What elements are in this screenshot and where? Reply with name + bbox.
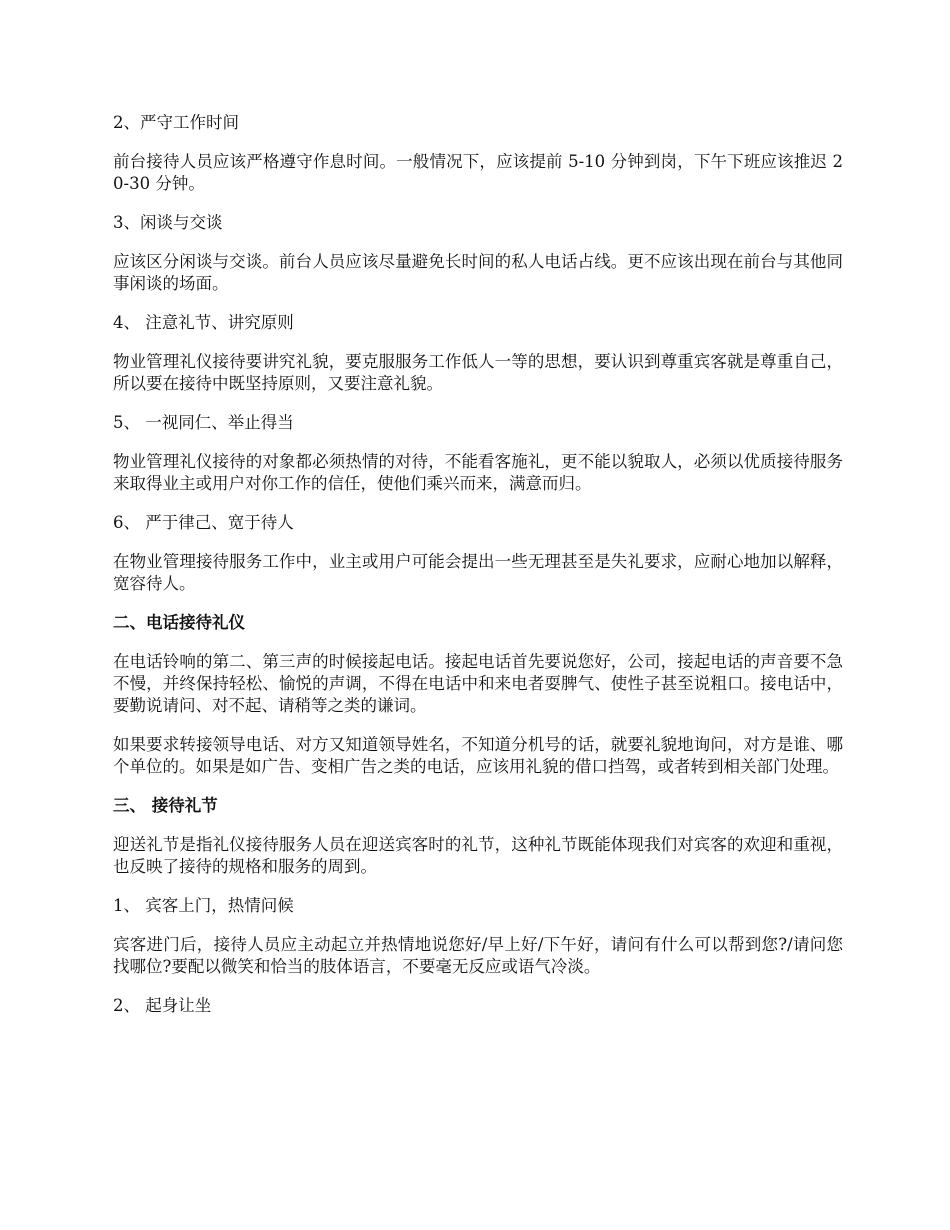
paragraph-warm-greeting: 宾客进门后，接待人员应主动起立并热情地说您好/早上好/下午好，请问有什么可以帮到您?/请问您找哪位?要配以微笑和恰当的肢体语言，不要毫无反应或语气冷淡。 (113, 935, 843, 976)
document-body (113, 112, 843, 1034)
section-heading-phone-etiquette: 二、电话接待礼仪 (113, 613, 245, 632)
subheading-self-discipline: 6、 严于律己、宽于待人 (113, 513, 294, 532)
paragraph-self-discipline: 在物业管理接待服务工作中，业主或用户可能会提出一些无理甚至是失礼要求，应耐心地加以解释，宽容待人。 (113, 552, 843, 593)
section-heading-reception-etiquette: 三、 接待礼节 (113, 796, 218, 815)
subheading-warm-greeting: 1、 宾客上门，热情问候 (113, 896, 294, 915)
subheading-work-hours: 2、严守工作时间 (113, 113, 239, 132)
paragraph-chatting: 应该区分闲谈与交谈。前台人员应该尽量避免长时间的私人电话占线。更不应该出现在前台与其他同事闲谈的场面。 (113, 252, 843, 293)
paragraph-equal-treatment: 物业管理礼仪接待的对象都必须热情的对待，不能看客施礼，更不能以貌取人，必须以优质接待服务来取得业主或用户对你工作的信任，使他们乘兴而来，满意而归。 (113, 452, 843, 493)
paragraph-answering-phone: 在电话铃响的第二、第三声的时候接起电话。接起电话首先要说您好，公司，接起电话的声音要不急不慢，并终保持轻松、愉悦的声调，不得在电话中和来电者耍脾气、使性子甚至说粗口。接电话中，要勤说请问、对不起、请稍等之类的谦词。 (113, 652, 843, 715)
paragraph-etiquette-principles: 物业管理礼仪接待要讲究礼貌，要克服服务工作低人一等的思想，要认识到尊重宾客就是尊重自己，所以要在接待中既坚持原则，又要注意礼貌。 (113, 352, 843, 393)
subheading-equal-treatment: 5、 一视同仁、举止得当 (113, 413, 294, 432)
subheading-etiquette-principles: 4、 注意礼节、讲究原则 (113, 313, 294, 332)
subheading-chatting: 3、闲谈与交谈 (113, 213, 223, 232)
subheading-offer-seat: 2、 起身让坐 (113, 996, 212, 1015)
paragraph-transfer-calls: 如果要求转接领导电话、对方又知道领导姓名，不知道分机号的话，就要礼貌地询问，对方是谁、哪个单位的。如果是如广告、变相广告之类的电话，应该用礼貌的借口挡驾，或者转到相关部门处理。 (113, 735, 843, 776)
paragraph-work-hours: 前台接待人员应该严格遵守作息时间。一般情况下，应该提前 5-10 分钟到岗，下午下班应该推迟 20-30 分钟。 (113, 152, 843, 193)
paragraph-greeting-etiquette: 迎送礼节是指礼仪接待服务人员在迎送宾客时的礼节，这种礼节既能体现我们对宾客的欢迎和重视，也反映了接待的规格和服务的周到。 (113, 835, 843, 876)
